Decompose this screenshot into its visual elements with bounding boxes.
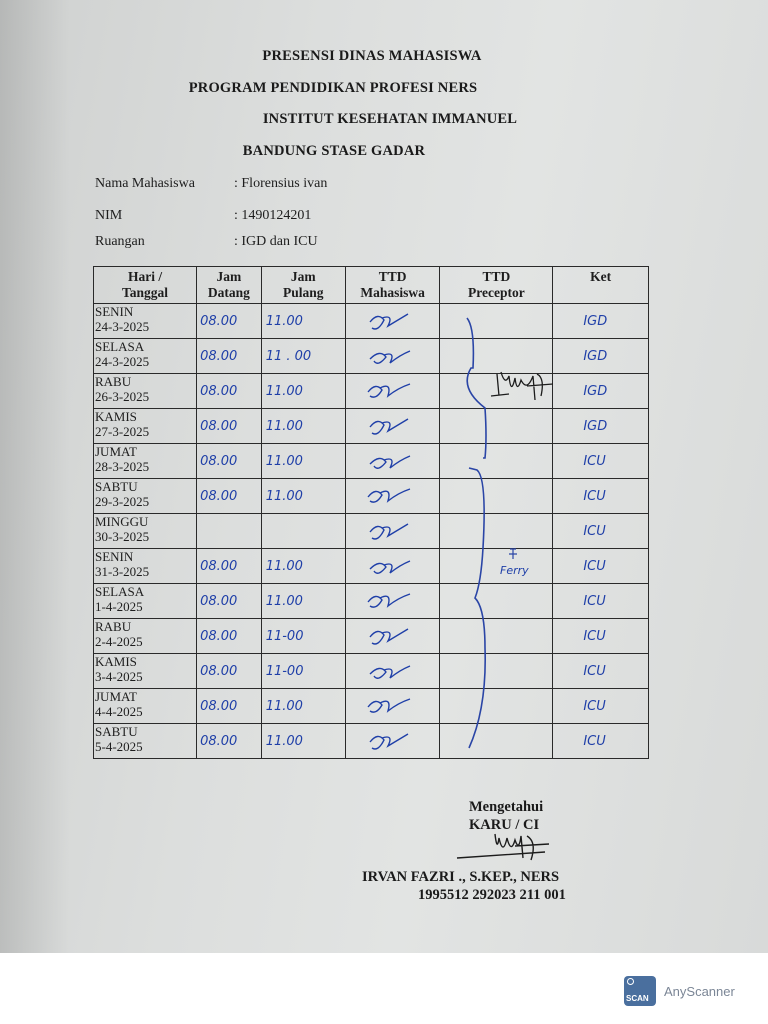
day-date: 3-4-2025 xyxy=(95,669,143,684)
day-cell xyxy=(94,339,197,374)
day-name: SELASA xyxy=(95,584,145,599)
header-in-line1: Jam xyxy=(216,269,242,284)
day-name: RABU xyxy=(95,619,132,634)
header-ttdm-line2: Mahasiswa xyxy=(360,285,425,300)
table-row xyxy=(94,409,649,444)
note-cell xyxy=(553,549,649,584)
table-row xyxy=(94,724,649,759)
time-in-cell xyxy=(197,549,262,584)
nim-label: NIM xyxy=(95,208,123,223)
time-out-cell xyxy=(261,689,345,724)
student-signature xyxy=(364,693,414,719)
time-in-cell xyxy=(197,619,262,654)
header-ttdp-line1: TTD xyxy=(482,269,511,284)
time-in: 08.00 xyxy=(200,314,238,329)
student-signature xyxy=(364,308,414,334)
time-in-cell xyxy=(197,724,262,759)
time-out-cell xyxy=(261,654,345,689)
attendance-table xyxy=(93,266,649,759)
anyscanner-watermark xyxy=(624,976,735,1006)
table-row xyxy=(94,549,649,584)
student-signature xyxy=(364,343,414,369)
note: ICU xyxy=(583,454,606,469)
day-date: 2-4-2025 xyxy=(95,634,143,649)
table-row xyxy=(94,374,649,409)
header-day-line2: Tanggal xyxy=(122,285,169,300)
time-out: 11-00 xyxy=(265,629,304,644)
time-in-cell xyxy=(197,689,262,724)
student-signature-cell xyxy=(345,724,439,759)
doc-title-line4: BANDUNG STASE GADAR xyxy=(242,143,426,159)
day-date: 26-3-2025 xyxy=(95,389,150,404)
time-out-cell xyxy=(261,374,345,409)
note-cell xyxy=(553,339,649,374)
note: ICU xyxy=(583,664,606,679)
day-cell xyxy=(94,689,197,724)
note: ICU xyxy=(583,734,606,749)
day-cell xyxy=(94,724,197,759)
time-out-cell xyxy=(261,444,345,479)
student-signature xyxy=(364,448,414,474)
time-out-cell xyxy=(261,339,345,374)
day-cell xyxy=(94,584,197,619)
student-signature xyxy=(364,553,414,579)
time-in: 08.00 xyxy=(200,419,238,434)
note-cell xyxy=(553,304,649,339)
note: IGD xyxy=(583,419,608,434)
day-date: 5-4-2025 xyxy=(95,739,143,754)
header-ket: Ket xyxy=(590,269,612,284)
time-out: 11.00 xyxy=(265,594,303,609)
day-date: 1-4-2025 xyxy=(95,599,143,614)
day-name: KAMIS xyxy=(95,409,137,424)
time-in-cell xyxy=(197,339,262,374)
header-out-line1: Jam xyxy=(290,269,316,284)
day-name: JUMAT xyxy=(95,444,137,459)
day-cell xyxy=(94,514,197,549)
header-in-line2: Datang xyxy=(207,285,250,300)
table-row xyxy=(94,339,649,374)
note: ICU xyxy=(583,559,606,574)
time-out-cell xyxy=(261,619,345,654)
note-cell xyxy=(553,479,649,514)
student-signature-cell xyxy=(345,409,439,444)
time-in-cell xyxy=(197,444,262,479)
time-in: 08.00 xyxy=(200,349,238,364)
note-cell xyxy=(553,584,649,619)
karu-ci-label: KARU / CI xyxy=(469,817,540,833)
student-name-label: Nama Mahasiswa xyxy=(95,176,195,191)
day-date: 29-3-2025 xyxy=(95,494,150,509)
time-out: 11 . 00 xyxy=(265,349,312,364)
preceptor-signature xyxy=(487,366,557,406)
time-out-cell xyxy=(261,584,345,619)
student-signature xyxy=(364,623,414,649)
note: IGD xyxy=(583,314,608,329)
time-in: 08.00 xyxy=(200,594,238,609)
doc-title-line3: INSTITUT KESEHATAN IMMANUEL xyxy=(262,111,518,127)
note-cell xyxy=(553,619,649,654)
preceptor-note-text: Ferry xyxy=(500,564,529,577)
student-signature-cell xyxy=(345,444,439,479)
time-in: 08.00 xyxy=(200,489,238,504)
student-signature-cell xyxy=(345,479,439,514)
time-in: 08.00 xyxy=(200,559,238,574)
time-in-cell xyxy=(197,304,262,339)
note-cell xyxy=(553,654,649,689)
time-in: 08.00 xyxy=(200,629,238,644)
table-row xyxy=(94,689,649,724)
time-in-cell xyxy=(197,654,262,689)
header-time-in xyxy=(197,267,262,304)
day-name: MINGGU xyxy=(95,514,149,529)
note: ICU xyxy=(583,489,606,504)
time-out-cell xyxy=(261,409,345,444)
day-name: SENIN xyxy=(95,549,134,564)
student-signature xyxy=(364,588,414,614)
time-out: 11.00 xyxy=(265,454,303,469)
note: IGD xyxy=(583,349,608,364)
nim-value: : 1490124201 xyxy=(234,208,312,223)
day-name: SABTU xyxy=(95,479,138,494)
student-signature xyxy=(364,413,414,439)
student-name-value: : Florensius ivan xyxy=(234,176,328,191)
day-name: SENIN xyxy=(95,304,134,319)
day-date: 28-3-2025 xyxy=(95,459,150,474)
day-name: RABU xyxy=(95,374,132,389)
time-in-cell xyxy=(197,409,262,444)
day-cell xyxy=(94,619,197,654)
day-date: 31-3-2025 xyxy=(95,564,150,579)
header-day-line1: Hari / xyxy=(127,269,163,284)
student-signature-cell xyxy=(345,339,439,374)
day-cell xyxy=(94,549,197,584)
preceptor-ferry-note xyxy=(500,547,529,579)
scan-app-icon: SCAN xyxy=(624,976,656,1006)
table-row xyxy=(94,304,649,339)
time-out: 11.00 xyxy=(265,699,303,714)
student-signature xyxy=(364,483,414,509)
student-signature-cell xyxy=(345,689,439,724)
time-in: 08.00 xyxy=(200,384,238,399)
note: ICU xyxy=(583,594,606,609)
day-cell xyxy=(94,304,197,339)
day-date: 4-4-2025 xyxy=(95,704,143,719)
time-out-cell xyxy=(261,514,345,549)
table-row xyxy=(94,479,649,514)
day-cell xyxy=(94,654,197,689)
note-cell xyxy=(553,514,649,549)
time-in-cell xyxy=(197,479,262,514)
day-name: SELASA xyxy=(95,339,145,354)
student-signature-cell xyxy=(345,619,439,654)
time-out: 11.00 xyxy=(265,384,303,399)
note: ICU xyxy=(583,699,606,714)
student-signature xyxy=(364,728,414,754)
time-in: 08.00 xyxy=(200,454,238,469)
time-in: 08.00 xyxy=(200,734,238,749)
room-value: : IGD dan ICU xyxy=(234,234,318,249)
header-note xyxy=(553,267,649,304)
header-time-out xyxy=(261,267,345,304)
day-name: JUMAT xyxy=(95,689,137,704)
header-ttdp-line2: Preceptor xyxy=(467,285,525,300)
student-signature-cell xyxy=(345,584,439,619)
time-out-cell xyxy=(261,304,345,339)
time-out: 11-00 xyxy=(265,664,304,679)
table-row xyxy=(94,584,649,619)
note: ICU xyxy=(583,629,606,644)
note-cell xyxy=(553,409,649,444)
student-signature xyxy=(364,378,414,404)
student-signature-cell xyxy=(345,304,439,339)
header-out-line2: Pulang xyxy=(283,285,324,300)
time-out-cell xyxy=(261,724,345,759)
note: ICU xyxy=(583,524,606,539)
header-day xyxy=(94,267,197,304)
doc-title-line1: PRESENSI DINAS MAHASISWA xyxy=(262,48,482,64)
ferry-mark-icon xyxy=(506,547,520,561)
signatory-name: IRVAN FAZRI ., S.KEP., NERS xyxy=(362,869,560,885)
student-signature-cell xyxy=(345,654,439,689)
day-name: KAMIS xyxy=(95,654,137,669)
day-date: 27-3-2025 xyxy=(95,424,150,439)
time-out: 11.00 xyxy=(265,489,303,504)
day-cell xyxy=(94,444,197,479)
day-cell xyxy=(94,374,197,409)
header-preceptor-signature xyxy=(440,267,553,304)
note-cell xyxy=(553,444,649,479)
room-label: Ruangan xyxy=(95,234,145,249)
note: IGD xyxy=(583,384,608,399)
acknowledged-label: Mengetahui xyxy=(469,799,544,815)
table-row xyxy=(94,514,649,549)
table-row xyxy=(94,619,649,654)
time-in: 08.00 xyxy=(200,664,238,679)
day-cell xyxy=(94,409,197,444)
table-row xyxy=(94,444,649,479)
student-signature-cell xyxy=(345,374,439,409)
time-in: 08.00 xyxy=(200,699,238,714)
day-name: SABTU xyxy=(95,724,138,739)
day-cell xyxy=(94,479,197,514)
student-signature xyxy=(364,658,414,684)
note-cell xyxy=(553,724,649,759)
header-ttdm-line1: TTD xyxy=(378,269,407,284)
time-out: 11.00 xyxy=(265,559,303,574)
time-out-cell xyxy=(261,549,345,584)
time-out: 11.00 xyxy=(265,314,303,329)
student-signature xyxy=(364,518,414,544)
student-signature-cell xyxy=(345,549,439,584)
note-cell xyxy=(553,689,649,724)
time-in-cell xyxy=(197,514,262,549)
header-student-signature xyxy=(345,267,439,304)
time-in-cell xyxy=(197,374,262,409)
table-header-row xyxy=(94,267,649,304)
table-row xyxy=(94,654,649,689)
time-out: 11.00 xyxy=(265,419,303,434)
day-date: 24-3-2025 xyxy=(95,354,150,369)
time-in-cell xyxy=(197,584,262,619)
karu-signature xyxy=(455,830,555,864)
day-date: 24-3-2025 xyxy=(95,319,150,334)
day-date: 30-3-2025 xyxy=(95,529,150,544)
signatory-id: 1995512 292023 211 001 xyxy=(418,887,566,903)
time-out: 11.00 xyxy=(265,734,303,749)
doc-title-line2: PROGRAM PENDIDIKAN PROFESI NERS xyxy=(188,80,478,96)
brand-name: AnyScanner xyxy=(664,983,735,999)
time-out-cell xyxy=(261,479,345,514)
student-signature-cell xyxy=(345,514,439,549)
note-cell xyxy=(553,374,649,409)
